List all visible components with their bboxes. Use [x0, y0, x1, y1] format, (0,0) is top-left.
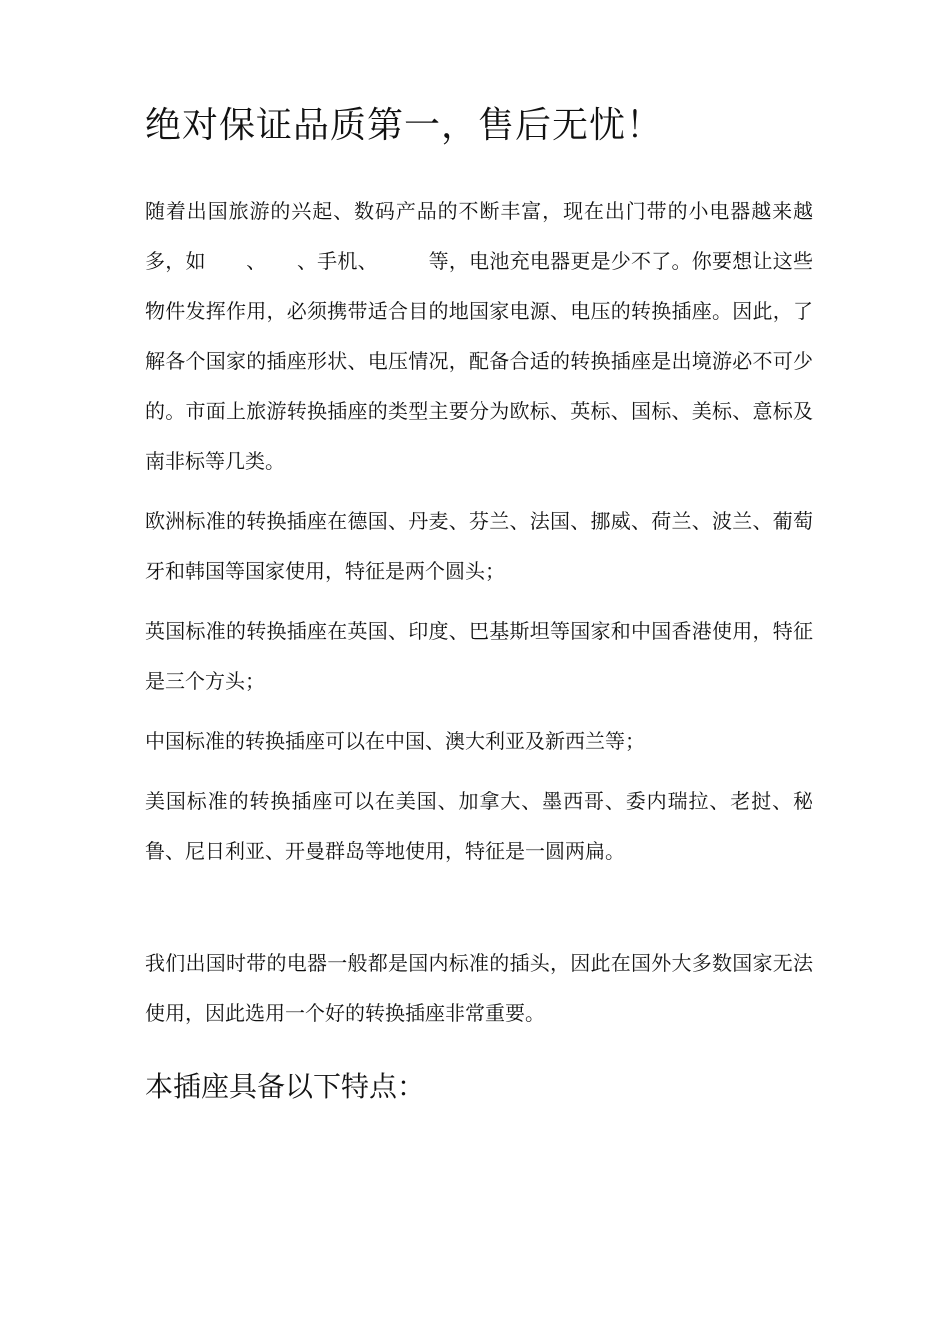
paragraph-european-standard: 欧洲标准的转换插座在德国、丹麦、芬兰、法国、挪威、荷兰、波兰、葡萄牙和韩国等国家使用，特征是两个圆头；	[145, 509, 813, 583]
page-title: 绝对保证品质第一，售后无忧！	[145, 105, 664, 146]
paragraph-british-standard: 英国标准的转换插座在英国、印度、巴基斯坦等国家和中国香港使用，特征是三个方头；	[145, 619, 813, 693]
document-body	[145, 96, 813, 1112]
paragraph-american-standard: 美国标准的转换插座可以在美国、加拿大、墨西哥、委内瑞拉、老挝、秘鲁、尼日利亚、开曼群岛等地使用，特征是一圆两扁。	[145, 789, 813, 863]
paragraph-intro: 随着出国旅游的兴起、数码产品的不断丰富，现在出门带的小电器越来越多，如 、 、手机、 等，电池充电器更是少不了。你要想让这些物件发挥作用，必须携带适合目的地国家电源、电压的转换插座。因此，了解各个国家的插座形状、电压情况，配备合适的转换插座是出境游必不可少的。市面上旅游转换插座的类型主要分为欧标、英标、国标、美标、意标及南非标等几类。	[145, 199, 813, 473]
section-heading-features: 本插座具备以下特点：	[145, 1070, 426, 1103]
paragraph-chinese-standard: 中国标准的转换插座可以在中国、澳大利亚及新西兰等；	[145, 729, 645, 753]
paragraph-importance: 我们出国时带的电器一般都是国内标准的插头，因此在国外大多数国家无法使用，因此选用一个好的转换插座非常重要。	[145, 951, 813, 1025]
